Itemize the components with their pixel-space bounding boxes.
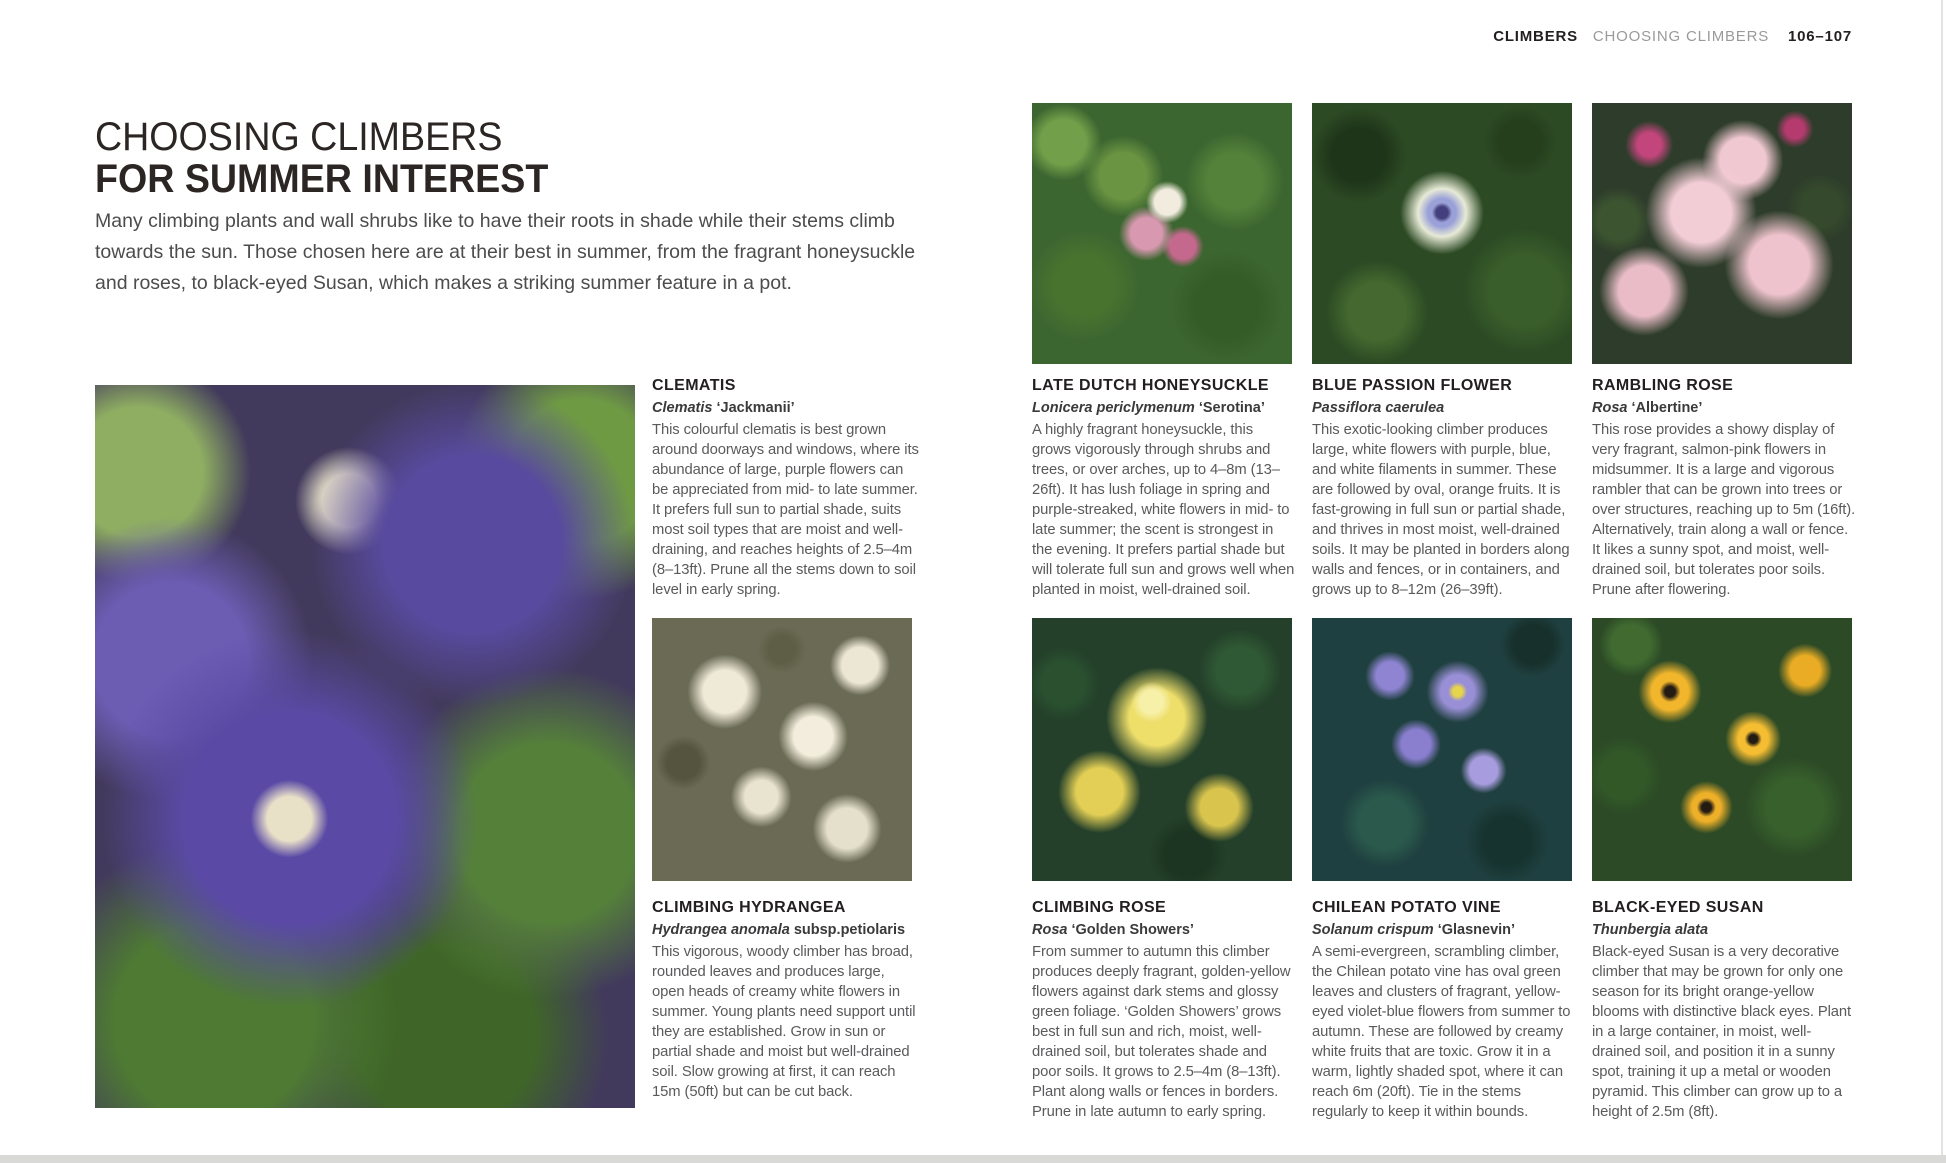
entry-species: Hydrangea anomala subsp.petiolaris (652, 922, 906, 938)
running-head-subsection: CHOOSING CLIMBERS (1592, 28, 1770, 45)
entry-species: Rosa ‘Golden Showers’ (1032, 922, 1194, 938)
entry-chilean-potato-vine (1312, 898, 1576, 1122)
entry-species: Clematis ‘Jackmanii’ (652, 400, 795, 416)
page-numbers: 106–107 (1788, 28, 1852, 45)
entry-climbing-hydrangea (652, 898, 920, 1102)
entry-description: A semi-evergreen, scrambling climber, the Chilean potato vine has oval green leaves and clusters of fragrant, yellow-eyed violet-blue flowers from summer to autumn. These are followed by creamy white fruits that are toxic. Grow it in a warm, lightly shaded spot, where it can reach 6m (20ft). Tie in the stems regularly to keep it within bounds. (1312, 944, 1571, 1120)
photo-climbing-hydrangea (652, 618, 912, 881)
entry-description: From summer to autumn this climber produces deeply fragrant, golden-yellow flowers against dark stems and glossy green foliage. ‘Golden Showers’ grows best in full sun and rich, moist, well-drained soil, but tolerates shade and poor soils. It grows to 2.5–4m (8–13ft). Plant along walls or fences in borders. Prune in late autumn to early spring. (1032, 944, 1291, 1120)
entry-species: Solanum crispum ‘Glasnevin’ (1312, 922, 1516, 938)
entry-species: Passiflora caerulea (1312, 400, 1445, 416)
entry-heading: CLIMBING ROSE (1032, 899, 1167, 916)
photo-rambling-rose (1592, 103, 1852, 364)
running-head-section: CLIMBERS (1493, 28, 1578, 45)
entry-late-dutch-honeysuckle (1032, 376, 1296, 600)
entry-species: Rosa ‘Albertine’ (1592, 400, 1703, 416)
entry-description: This colourful clematis is best grown around doorways and windows, where its abundance of large, purple flowers can be appreciated from mid- to late summer. It prefers full sun to partial shade, suits most soil types that are moist and well-draining, and reaches heights of 2.5–4m (8–13ft). Prune all the stems down to soil level in early spring. (652, 422, 919, 598)
photo-clematis-jackmanii (95, 385, 635, 1108)
entry-description: This vigorous, woody climber has broad, rounded leaves and produces large, open heads of creamy white flowers in summer. Young plants need support until they are established. Grow in sun or partial shade and moist but well-drained soil. Slow growing at first, it can reach 15m (50ft) but can be cut back. (652, 944, 916, 1100)
photo-blue-passion-flower (1312, 103, 1572, 364)
page-title-line2: FOR SUMMER INTEREST (95, 157, 549, 201)
entry-heading: BLACK-EYED SUSAN (1592, 899, 1764, 916)
page-edge-right (1941, 0, 1943, 1163)
entry-heading: CLIMBING HYDRANGEA (652, 899, 846, 916)
entry-black-eyed-susan (1592, 898, 1856, 1122)
entry-heading: CLEMATIS (652, 377, 736, 394)
entry-climbing-rose (1032, 898, 1296, 1122)
entry-description: This rose provides a showy display of very fragrant, salmon-pink flowers in midsummer. It is a large and vigorous rambler that can be grown into trees or over structures, reaching up to 5m (16ft). Alternatively, train along a wall or fence. It likes a sunny spot, and moist, well-drained soil, but tolerates poor soils. Prune after flowering. (1592, 422, 1856, 598)
photo-black-eyed-susan (1592, 618, 1852, 881)
photo-late-dutch-honeysuckle (1032, 103, 1292, 364)
entry-description: This exotic-looking climber produces large, white flowers with purple, blue, and white filaments in summer. These are followed by oval, orange fruits. It is fast-growing in full sun or partial shade, and thrives in most moist, well-drained soils. It may be planted in borders along walls and fences, or in containers, and grows up to 8–12m (26–39ft). (1312, 422, 1570, 598)
entry-description: A highly fragrant honeysuckle, this grows vigorously through shrubs and trees, or over arches, up to 4–8m (13–26ft). It has lush foliage in spring and purple-streaked, white flowers in mid- to late summer; the scent is strongest in the evening. It prefers partial shade but will tolerate full sun and grows well when planted in moist, well-drained soil. (1032, 422, 1295, 598)
entry-heading: LATE DUTCH HONEYSUCKLE (1032, 377, 1269, 394)
entry-clematis (652, 376, 920, 600)
entry-blue-passion-flower (1312, 376, 1576, 600)
page-edge-bottom (0, 1155, 1946, 1163)
entry-heading: CHILEAN POTATO VINE (1312, 899, 1501, 916)
entry-rambling-rose (1592, 376, 1856, 600)
page-title (95, 116, 548, 200)
running-head (1493, 28, 1852, 45)
photo-climbing-rose (1032, 618, 1292, 881)
entry-heading: BLUE PASSION FLOWER (1312, 377, 1513, 394)
entry-species: Thunbergia alata (1592, 922, 1709, 938)
entry-species: Lonicera periclymenum ‘Serotina’ (1032, 400, 1265, 416)
entry-heading: RAMBLING ROSE (1592, 377, 1734, 394)
intro-paragraph: Many climbing plants and wall shrubs like to have their roots in shade while their stems climb towards the sun. Those chosen here are at their best in summer, from the fragrant honeysuckle and roses, to black-eyed Susan, which makes a striking summer feature in a pot. (95, 210, 916, 294)
page-title-line1: CHOOSING CLIMBERS (95, 115, 503, 159)
photo-chilean-potato-vine (1312, 618, 1572, 881)
entry-description: Black-eyed Susan is a very decorative climber that may be grown for only one season for its bright orange-yellow blooms with distinctive black eyes. Plant in a large container, in moist, well-drained soil, and position it in a sunny spot, training it up a metal or wooden pyramid. This climber can grow up to a height of 2.5m (8ft). (1592, 944, 1852, 1120)
